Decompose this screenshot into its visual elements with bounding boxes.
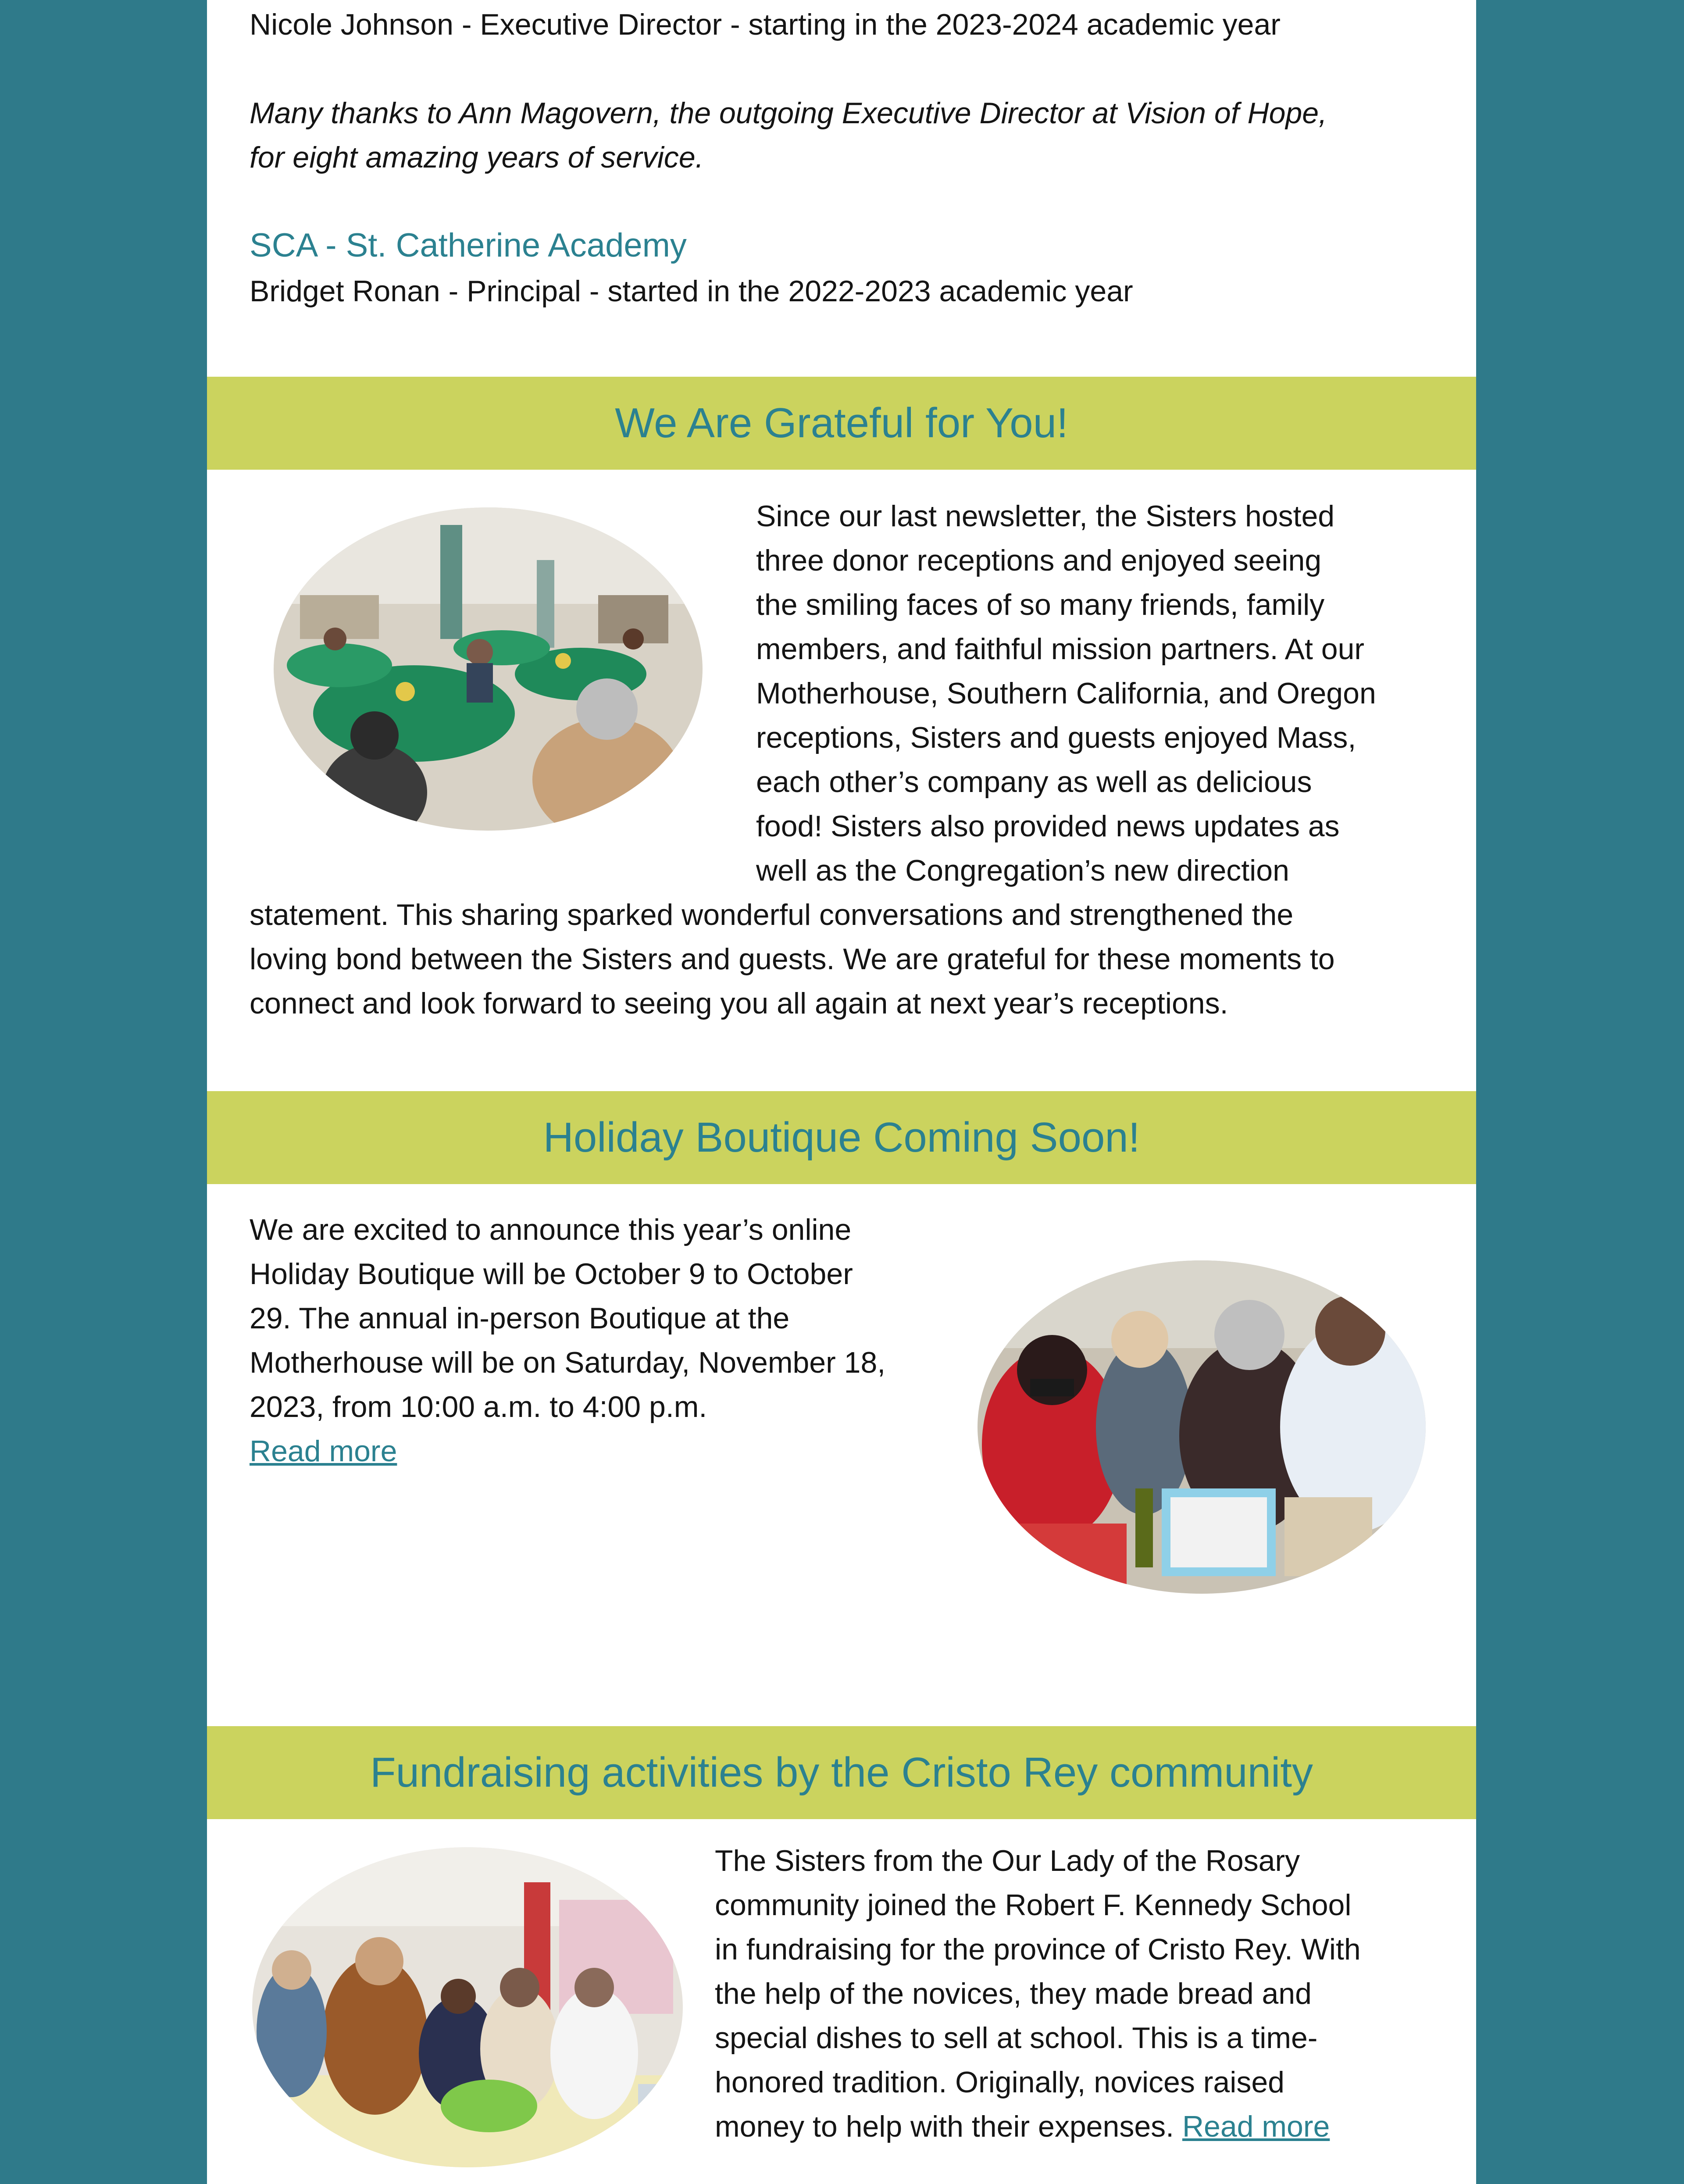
grateful-line: each other’s company as well as delicious xyxy=(756,765,1312,799)
grateful-text-right xyxy=(756,494,1458,893)
grateful-line: well as the Congregation’s new direction xyxy=(756,854,1289,887)
boutique-line: 2023, from 10:00 a.m. to 4:00 p.m. xyxy=(250,1390,707,1424)
boutique-heading: Holiday Boutique Coming Soon! xyxy=(543,1114,1140,1161)
donor-reception-photo xyxy=(274,507,703,831)
newsletter-page xyxy=(207,0,1476,2184)
fundraising-line: in fundraising for the province of Cristo Rey. With xyxy=(715,1933,1361,1966)
holiday-boutique-photo xyxy=(978,1260,1426,1594)
grateful-line: receptions, Sisters and guests enjoyed Mass, xyxy=(756,721,1356,754)
boutique-line: Motherhouse will be on Saturday, November 18, xyxy=(250,1346,886,1379)
grateful-line: connect and look forward to seeing you all again at next year’s receptions. xyxy=(250,987,1228,1020)
fundraising-heading: Fundraising activities by the Cristo Rey community xyxy=(370,1749,1313,1796)
fundraising-line: honored tradition. Originally, novices raised xyxy=(715,2066,1284,2099)
grateful-line: loving bond between the Sisters and guests. We are grateful for these moments to xyxy=(250,942,1335,976)
cristo-rey-fundraising-photo xyxy=(252,1847,683,2167)
fundraising-last-line xyxy=(715,2105,1460,2149)
grateful-line: Motherhouse, Southern California, and Oregon xyxy=(756,677,1376,710)
boutique-line: We are excited to announce this year’s online xyxy=(250,1213,852,1246)
nicole-johnson-line: Nicole Johnson - Executive Director - starting in the 2023-2024 academic year xyxy=(250,8,1281,41)
grateful-section-band xyxy=(207,377,1476,470)
boutique-section-band xyxy=(207,1091,1476,1184)
bridget-ronan-line: Bridget Ronan - Principal - started in the 2022-2023 academic year xyxy=(250,275,1133,308)
fundraising-line: money to help with their expenses. xyxy=(715,2110,1174,2143)
thanks-line-1: Many thanks to Ann Magovern, the outgoing Executive Director at Vision of Hope, xyxy=(250,96,1327,130)
boutique-text xyxy=(250,1208,995,1474)
grateful-line: food! Sisters also provided news updates as xyxy=(756,810,1340,843)
grateful-line: members, and faithful mission partners. At our xyxy=(756,632,1365,666)
boutique-line: 29. The annual in-person Boutique at the xyxy=(250,1302,790,1335)
grateful-line: Since our last newsletter, the Sisters hosted xyxy=(756,500,1335,533)
boutique-line: Holiday Boutique will be October 9 to October xyxy=(250,1257,853,1291)
fundraising-text xyxy=(715,1839,1460,2149)
grateful-line: the smiling faces of so many friends, family xyxy=(756,588,1325,621)
fundraising-section-band xyxy=(207,1726,1476,1819)
thanks-line-2: for eight amazing years of service. xyxy=(250,141,704,174)
sca-heading: SCA - St. Catherine Academy xyxy=(250,227,687,264)
fundraising-line: community joined the Robert F. Kennedy School xyxy=(715,1888,1352,1922)
grateful-text-full xyxy=(250,893,1460,1026)
grateful-line: three donor receptions and enjoyed seeing xyxy=(756,544,1322,577)
boutique-read-more-link[interactable]: Read more xyxy=(250,1435,397,1468)
fundraising-read-more-link[interactable]: Read more xyxy=(1182,2110,1330,2143)
fundraising-line: the help of the novices, they made bread and xyxy=(715,1977,1312,2010)
fundraising-line: special dishes to sell at school. This is a time- xyxy=(715,2021,1318,2055)
grateful-heading: We Are Grateful for You! xyxy=(615,400,1068,446)
grateful-line: statement. This sharing sparked wonderful conversations and strengthened the xyxy=(250,898,1294,931)
fundraising-line: The Sisters from the Our Lady of the Rosary xyxy=(715,1844,1300,1877)
